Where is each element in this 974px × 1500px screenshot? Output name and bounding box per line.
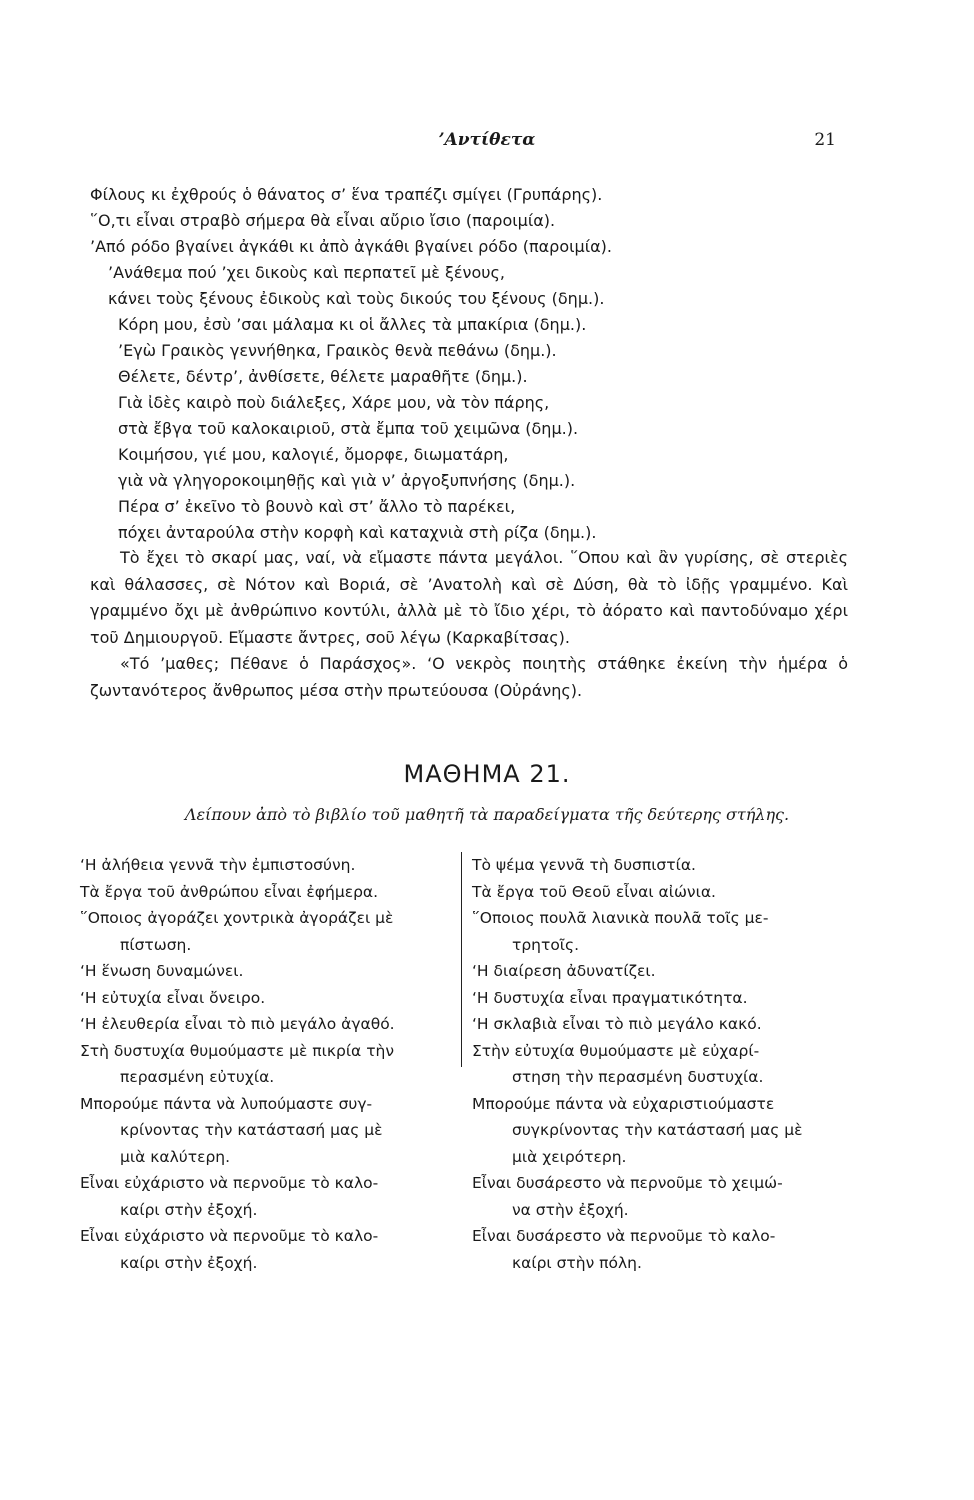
column-line: ‘Η ἐλευθερία εἶναι τὸ πιὸ μεγάλο ἀγαθό. [80,1015,395,1033]
column-line: Μπορούμε πάντα νὰ λυπούμαστε συγ- [80,1094,373,1113]
column-line: συγκρίνοντας τὴν κατάστασή μας μὲ [512,1121,803,1139]
right-column [472,852,857,1276]
column-line: μιὰ χειρότερη. [512,1147,627,1166]
column-line: στηση τὴν περασμένη δυστυχία. [512,1068,764,1086]
column-line: τρητοῖς. [512,935,580,954]
column-line: Στὴ δυστυχία θυμούμαστε μὲ πικρία τὴν [80,1041,395,1060]
column-line: μιὰ καλύτερη. [120,1147,231,1166]
column-line: περασμένη εὐτυχία. [120,1068,275,1086]
example-line: Κόρη μου, ἐσὺ ’σαι μάλαμα κι οἱ ἄλλες τὰ μπακίρια (δημ.). [118,315,587,334]
example-line: Πέρα σ’ ἐκεῖνο τὸ βουνὸ καὶ στ’ ἄλλο τὸ παρέκει, [118,497,516,516]
paragraph-ouranis: «Τό ’μαθες; Πέθανε ὁ Παράσχος». ‘Ο νεκρὸς ποιητὴς στάθηκε ἐκείνη τὴν ἡμέρα ὁ ζωντανότερος ἄνθρωπος μέσα στὴν πρωτεύουσα (Οὐράνης). [90,654,848,700]
column-line: Τὰ ἔργα τοῦ Θεοῦ εἶναι αἰώνια. [472,882,716,901]
column-line: Στὴν εὐτυχία θυμούμαστε μὲ εὐχαρί- [472,1041,760,1060]
lesson-subtitle: Λείπουν ἀπὸ τὸ βιβλίο τοῦ μαθητῆ τὰ παραδείγματα τῆς δεύτερης στήλης. [184,805,790,824]
column-line: Τὸ ψέμα γεννᾶ τὴ δυσπιστία. [472,856,696,874]
column-line: να στὴν ἐξοχή. [512,1200,629,1219]
column-line: καίρι στὴν ἐξοχή. [120,1200,258,1219]
running-header-title: ’Αντίθετα [438,130,536,150]
prose-block [90,545,848,704]
example-line: ’Εγὼ Γραικὸς γεννήθηκα, Γραικὸς θενὰ πεθάνω (δημ.). [118,341,557,360]
column-line: ῞Οποιος ἀγοράζει χοντρικὰ ἀγοράζει μὲ [80,909,394,927]
column-line: Εἶναι δυσάρεστο νὰ περνοῦμε τὸ χειμώ- [472,1174,783,1192]
column-line: κρίνοντας τὴν κατάστασή μας μὲ [120,1121,383,1139]
column-line: πίστωση. [120,935,192,954]
example-line: ’Από ρόδο βγαίνει ἀγκάθι κι ἀπὸ ἀγκάθι βγαίνει ρόδο (παροιμία). [90,237,613,256]
column-line: Εἶναι εὐχάριστο νὰ περνοῦμε τὸ καλο- [80,1174,379,1192]
column-line: ‘Η σκλαβιὰ εἶναι τὸ πιὸ μεγάλο κακό. [472,1015,762,1033]
example-line: Θέλετε, δέντρ’, ἀνθίσετε, θέλετε μαραθῆτε (δημ.). [118,367,528,386]
column-line: καίρι στὴν πόλη. [512,1253,642,1272]
column-line: Τὰ ἔργα τοῦ ἀνθρώπου εἶναι ἐφήμερα. [80,882,379,901]
examples-block [90,182,850,546]
example-line: πόχει ἀνταρούλα στὴν κορφὴ καὶ καταχνιὰ στὴ ρίζα (δημ.). [118,523,597,542]
left-column [80,852,455,1276]
example-line: Γιὰ ἰδὲς καιρὸ ποὺ διάλεξες, Χάρε μου, νὰ τὸν πάρης, [118,393,550,412]
column-line: καίρι στὴν ἐξοχή. [120,1253,258,1272]
example-line: Φίλους κι ἐχθρούς ὁ θάνατος σ’ ἕνα τραπέζι σμίγει (Γρυπάρης). [90,185,603,204]
page-number: 21 [814,130,836,150]
example-line: κάνει τοὺς ξένους ἐδικοὺς καὶ τοὺς δικούς του ξένους (δημ.). [108,289,605,308]
column-divider [461,852,462,1067]
column-line: Μπορούμε πάντα νὰ εὐχαριστιούμαστε [472,1094,775,1113]
example-line: ῞Ο,τι εἶναι στραβὸ σήμερα θὰ εἶναι αὔριο ἴσιο (παροιμία). [90,211,556,230]
example-line: γιὰ νὰ γληγοροκοιμηθῇς καὶ γιὰ ν’ ἀργοξυπνήσης (δημ.). [118,471,576,490]
column-line: ῞Οποιος πουλᾶ λιανικὰ πουλᾶ τοῖς με- [472,909,769,927]
column-line: ‘Η ἀλήθεια γεννᾶ τὴν ἐμπιστοσύνη. [80,856,356,874]
example-line: Κοιμήσου, γιέ μου, καλογιέ, ὄμορφε, διωματάρη, [118,445,509,464]
column-line: ‘Η εὐτυχία εἶναι ὄνειρο. [80,988,266,1007]
example-line: ’Ανάθεμα πού ’χει δικοὺς καὶ περπατεῖ μὲ ξένους, [108,263,505,282]
lesson-title: ΜΑΘΗΜΑ 21. [403,760,571,788]
column-line: Εἶναι εὐχάριστο νὰ περνοῦμε τὸ καλο- [80,1227,379,1245]
column-line: ‘Η δυστυχία εἶναι πραγματικότητα. [472,988,748,1007]
column-line: Εἶναι δυσάρεστο νὰ περνοῦμε τὸ καλο- [472,1227,776,1245]
column-line: ‘Η ἕνωση δυναμώνει. [80,962,244,980]
paragraph-karkavitsas: Τὸ ἔχει τὸ σκαρί μας, ναί, νὰ εἴμαστε πάντα μεγάλοι. ῞Οπου καὶ ἂν γυρίσης, σὲ στεριὲς καὶ θάλασσες, σὲ Νότον καὶ Βοριά, σὲ ’Ανατολὴ καὶ σὲ Δύση, θὰ τὸ ἰδῇς γραμμένο. Καὶ γραμμένο ὄχι μὲ ἀνθρώπινο κοντύλι, ἀλλὰ μὲ τὸ ἴδιο χέρι, τὸ ἀόρατο καὶ παντοδύναμο χέρι τοῦ Δημιουργοῦ. Εἴμαστε ἄντρες, σοῦ λέγω (Καρκαβίτσας). [90,548,848,647]
column-line: ‘Η διαίρεση ἀδυνατίζει. [472,962,656,980]
example-line: στὰ ἔβγα τοῦ καλοκαιριοῦ, στὰ ἔμπα τοῦ χειμῶνα (δημ.). [118,419,579,438]
